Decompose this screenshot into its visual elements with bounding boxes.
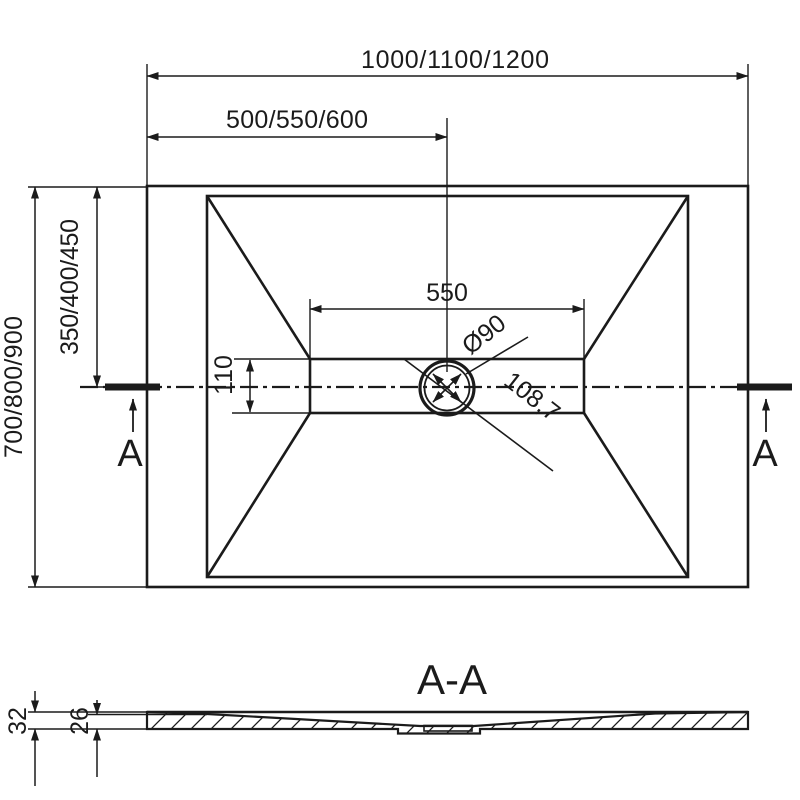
channel-length-label: 550 [426, 279, 468, 307]
drain-center-from-edge-label: 500/550/600 [226, 106, 368, 134]
dimension-channel-width [210, 355, 310, 413]
overall-width-label: 1000/1100/1200 [361, 46, 549, 74]
total-height-label: 32 [4, 707, 32, 735]
section-view [4, 656, 748, 786]
dimension-drain-center-from-edge [147, 106, 447, 137]
flange-leader-line [404, 359, 553, 471]
section-cut-marker-right [737, 387, 792, 475]
base-thickness-label: 26 [66, 707, 94, 735]
section-letter-left: A [117, 433, 143, 475]
plan-view [0, 46, 792, 587]
section-cut-marker-left [105, 387, 160, 475]
dimension-total-height [4, 691, 35, 786]
dimension-drain-center-depth [56, 187, 112, 387]
channel-width-label: 110 [210, 355, 238, 395]
overall-depth-label: 700/800/900 [0, 316, 28, 458]
drain-center-depth-label: 350/400/450 [56, 219, 84, 355]
drain-diameter-label: Ø90 [456, 309, 512, 361]
dimension-base-thickness [66, 700, 97, 777]
drain-flange-diameter-label: 108,7 [498, 366, 566, 427]
section-title: A-A [416, 656, 488, 703]
section-letter-right: A [752, 433, 778, 475]
